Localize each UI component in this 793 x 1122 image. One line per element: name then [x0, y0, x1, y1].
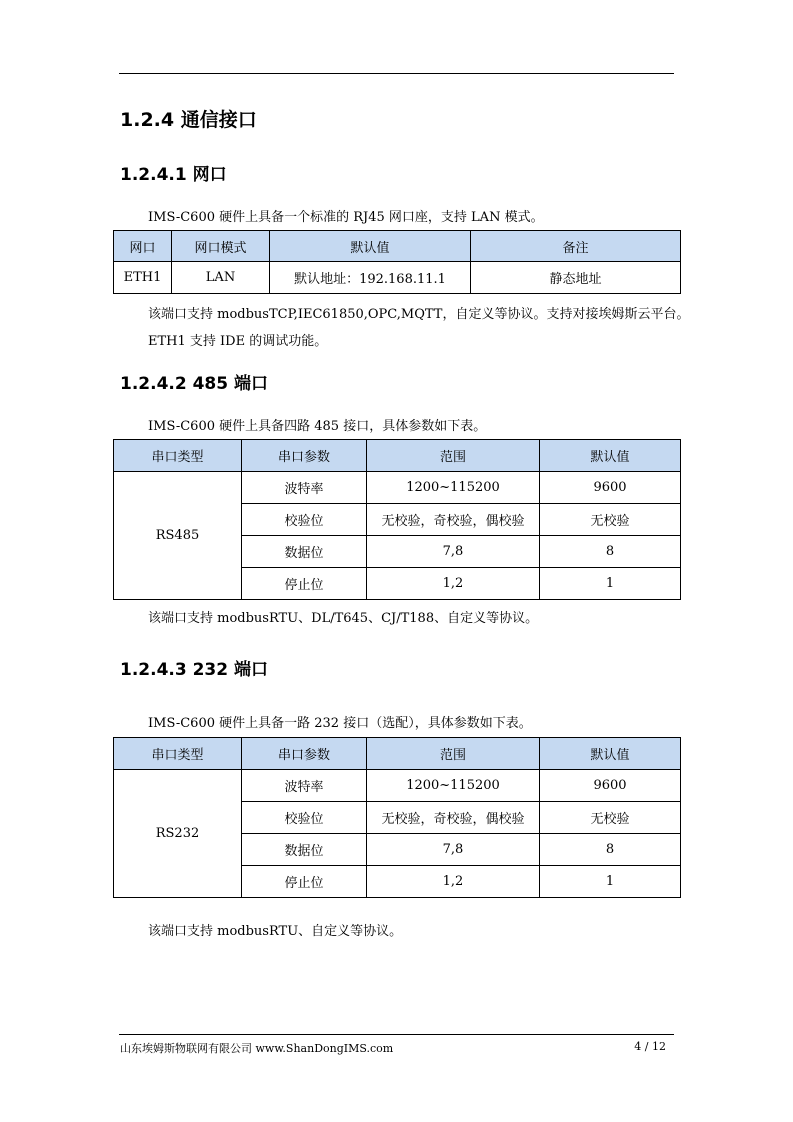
- rs485-note: 该端口支持 modbusRTU、DL/T645、CJ/T188、自定义等协议。: [148, 611, 539, 626]
- net-header-port: 网口: [114, 231, 172, 262]
- table-cell: 1,2: [367, 568, 540, 600]
- net-note-ide: ETH1 支持 IDE 的调试功能。: [148, 334, 328, 349]
- rs232-type-cell: RS232: [114, 770, 242, 898]
- table-cell: 数据位: [242, 834, 367, 866]
- table-cell: ETH1: [114, 262, 172, 294]
- net-header-remark: 备注: [471, 231, 681, 262]
- table-cell: 无校验: [540, 802, 681, 834]
- table-row: [114, 770, 681, 802]
- table-cell: 校验位: [242, 802, 367, 834]
- footer-page-number: 4 / 12: [634, 1040, 666, 1053]
- rs232-header-default: 默认值: [540, 738, 681, 770]
- table-cell: 校验位: [242, 504, 367, 536]
- table-cell: 9600: [540, 472, 681, 504]
- section-heading-rs232: 1.2.4.3 232 端口: [120, 660, 269, 680]
- table-cell: 7,8: [367, 536, 540, 568]
- table-cell: 9600: [540, 770, 681, 802]
- rs485-table: [113, 439, 681, 600]
- section-heading-net: 1.2.4.1 网口: [120, 165, 227, 185]
- footer-rule: [119, 1034, 674, 1035]
- table-cell: 停止位: [242, 568, 367, 600]
- table-row: [114, 262, 681, 294]
- table-cell: 1200~115200: [367, 770, 540, 802]
- net-note-protocols: 该端口支持 modbusTCP,IEC61850,OPC,MQTT，自定义等协议。支持对接埃姆斯云平台。: [148, 307, 690, 322]
- net-intro: IMS-C600 硬件上具备一个标准的 RJ45 网口座，支持 LAN 模式。: [148, 210, 544, 225]
- rs485-header-default: 默认值: [540, 440, 681, 472]
- table-cell: 1200~115200: [367, 472, 540, 504]
- rs485-header-param: 串口参数: [242, 440, 367, 472]
- rs485-type-cell: RS485: [114, 472, 242, 600]
- table-cell: 无校验: [540, 504, 681, 536]
- rs485-intro: IMS-C600 硬件上具备四路 485 接口，具体参数如下表。: [148, 419, 487, 434]
- table-cell: 1: [540, 568, 681, 600]
- table-cell: 1,2: [367, 866, 540, 898]
- rs485-header-range: 范围: [367, 440, 540, 472]
- rs485-header-type: 串口类型: [114, 440, 242, 472]
- section-heading-1-2-4: 1.2.4 通信接口: [120, 109, 257, 131]
- table-cell: 停止位: [242, 866, 367, 898]
- table-cell: 无校验，奇校验，偶校验: [367, 504, 540, 536]
- table-cell: 波特率: [242, 472, 367, 504]
- rs232-note: 该端口支持 modbusRTU、自定义等协议。: [148, 924, 403, 939]
- net-header-default: 默认值: [270, 231, 471, 262]
- table-cell: 8: [540, 536, 681, 568]
- table-cell: 8: [540, 834, 681, 866]
- rs232-header-type: 串口类型: [114, 738, 242, 770]
- rs232-header-range: 范围: [367, 738, 540, 770]
- table-cell: 无校验，奇校验，偶校验: [367, 802, 540, 834]
- table-cell: 静态地址: [471, 262, 681, 294]
- rs232-table: [113, 737, 681, 898]
- footer-company: 山东埃姆斯物联网有限公司 www.ShanDongIMS.com: [120, 1042, 394, 1055]
- table-cell: 7,8: [367, 834, 540, 866]
- section-heading-rs485: 1.2.4.2 485 端口: [120, 374, 269, 394]
- table-cell: 默认地址：192.168.11.1: [270, 262, 471, 294]
- rs232-intro: IMS-C600 硬件上具备一路 232 接口（选配），具体参数如下表。: [148, 716, 532, 731]
- net-table: [113, 230, 681, 294]
- net-header-mode: 网口模式: [172, 231, 270, 262]
- header-rule: [119, 73, 674, 74]
- table-row: [114, 472, 681, 504]
- rs232-header-param: 串口参数: [242, 738, 367, 770]
- table-cell: 波特率: [242, 770, 367, 802]
- table-cell: 1: [540, 866, 681, 898]
- table-cell: 数据位: [242, 536, 367, 568]
- table-cell: LAN: [172, 262, 270, 294]
